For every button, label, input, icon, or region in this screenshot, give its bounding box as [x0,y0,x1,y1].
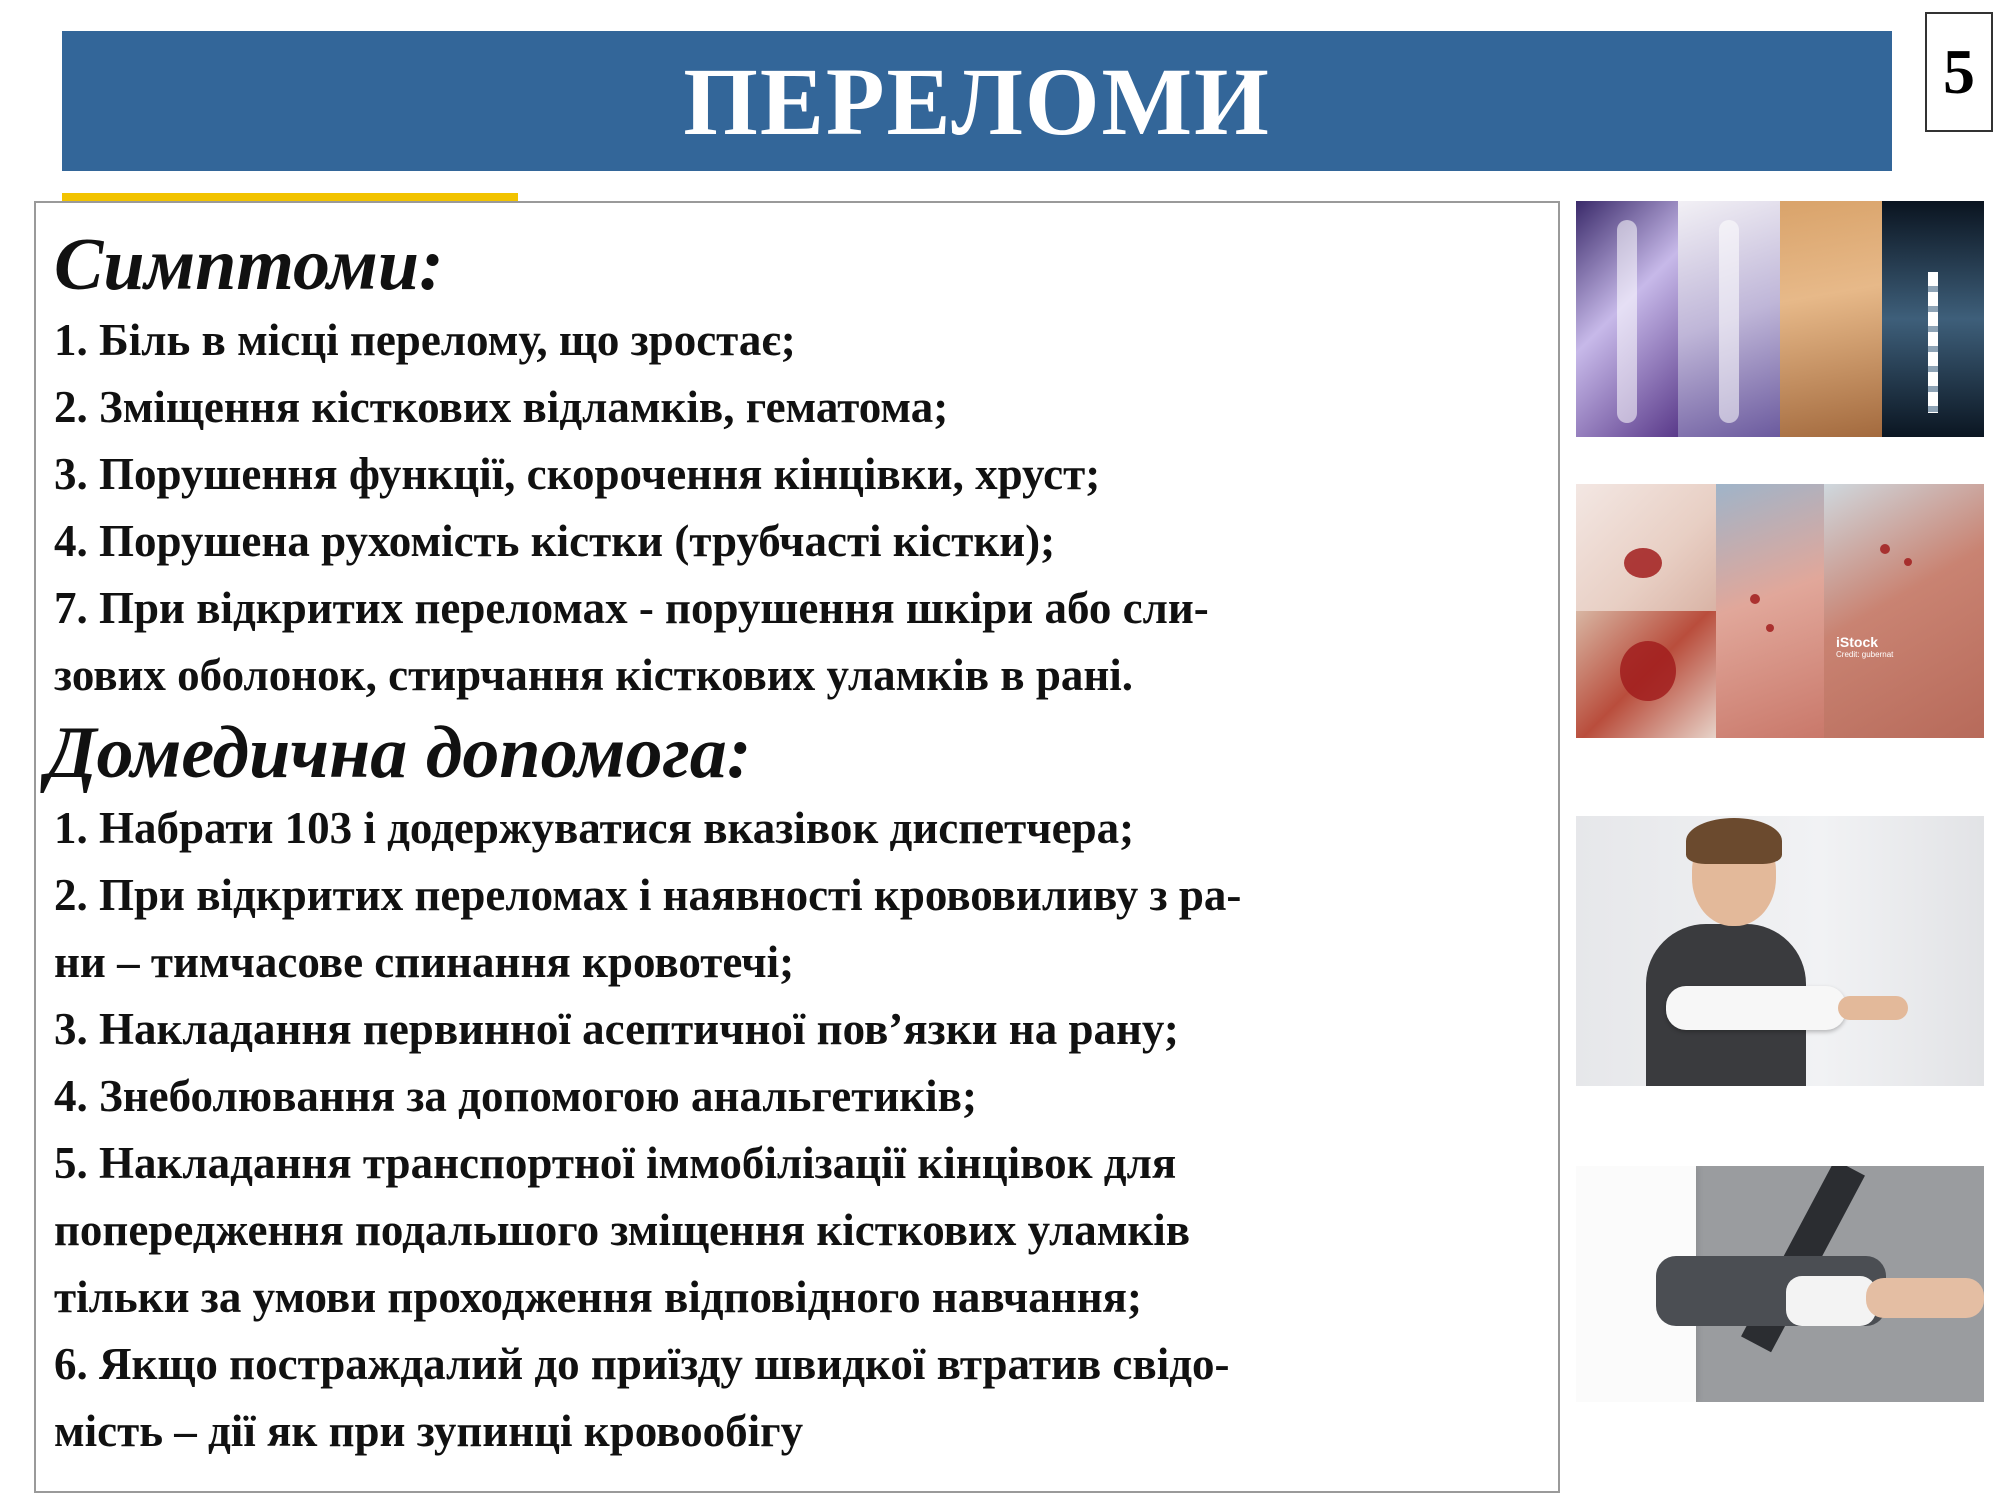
symptom-item [54,441,1538,508]
first-aid-item-line: 5. Накладання транспортної іммобілізації кінцівок для [54,1138,1177,1188]
title-banner [62,31,1892,171]
forearm-xray-image [1678,201,1780,437]
leg-wound-image [1824,484,1984,738]
symptom-item-line: 2. Зміщення кісткових відламків, гематома; [54,382,949,432]
arm-cast-photo [1576,816,1984,1086]
symptom-item-line: зових оболонок, стирчання кісткових уламків в рані. [54,650,1134,700]
symptom-item [54,575,1538,709]
forearm-scar-image [1780,201,1882,437]
page-number: 5 [1925,12,1993,132]
symptom-item-line: 1. Біль в місці перелому, що зростає; [54,315,796,365]
first-aid-item-line: 1. Набрати 103 і додержуватися вказівок диспетчера; [54,803,1135,853]
plaster-cast-icon [1666,986,1846,1030]
istock-watermark: iStock Credit: gubernat [1836,634,1894,659]
wound-image-2 [1576,611,1716,738]
symptoms-list [54,307,1538,709]
first-aid-list [54,795,1538,1465]
symptom-item [54,307,1538,374]
xray-photo-strip [1576,201,1984,437]
first-aid-item-line: попередження подальшого зміщення кісткових уламків [54,1205,1191,1255]
symptom-item-line: 4. Порушена рухомість кістки (трубчасті кістки); [54,516,1056,566]
wrist-xray-image [1576,201,1678,437]
first-aid-item [54,1130,1538,1331]
symptoms-heading: Симптоми: [54,224,444,306]
symptom-item [54,374,1538,441]
slide-title: ПЕРЕЛОМИ [683,47,1271,155]
first-aid-item-line: мість – дії як при зупинці кровообігу [54,1406,804,1456]
first-aid-item [54,795,1538,862]
content-panel [34,201,1560,1493]
first-aid-item-line: ни – тимчасове спинання кровотечі; [54,937,795,987]
first-aid-item-line: тільки за умови проходження відповідного навчання; [54,1272,1142,1322]
first-aid-item-line: 6. Якщо постраждалий до приїзду швидкої втратив свідо- [54,1339,1230,1389]
first-aid-item-line: 2. При відкритих переломах і наявності крововиливу з ра- [54,870,1242,920]
symptom-item [54,508,1538,575]
first-aid-item [54,1063,1538,1130]
open-fracture-photo-collage [1576,484,1984,738]
first-aid-item [54,996,1538,1063]
first-aid-item [54,862,1538,996]
first-aid-item [54,1331,1538,1465]
plate-xray-image [1882,201,1984,437]
wound-image-1 [1576,484,1716,611]
arm-sling-photo [1576,1166,1984,1402]
first-aid-item-line: 3. Накладання первинної асептичної пов’язки на рану; [54,1004,1179,1054]
first-aid-heading: Домедична допомога: [46,712,752,794]
symptom-item-line: 7. При відкритих переломах - порушення шкіри або сли- [54,583,1209,633]
symptom-item-line: 3. Порушення функції, скорочення кінцівки, хруст; [54,449,1101,499]
first-aid-item-line: 4. Знеболювання за допомогою анальгетиків; [54,1071,977,1121]
foot-wound-image [1716,484,1824,738]
